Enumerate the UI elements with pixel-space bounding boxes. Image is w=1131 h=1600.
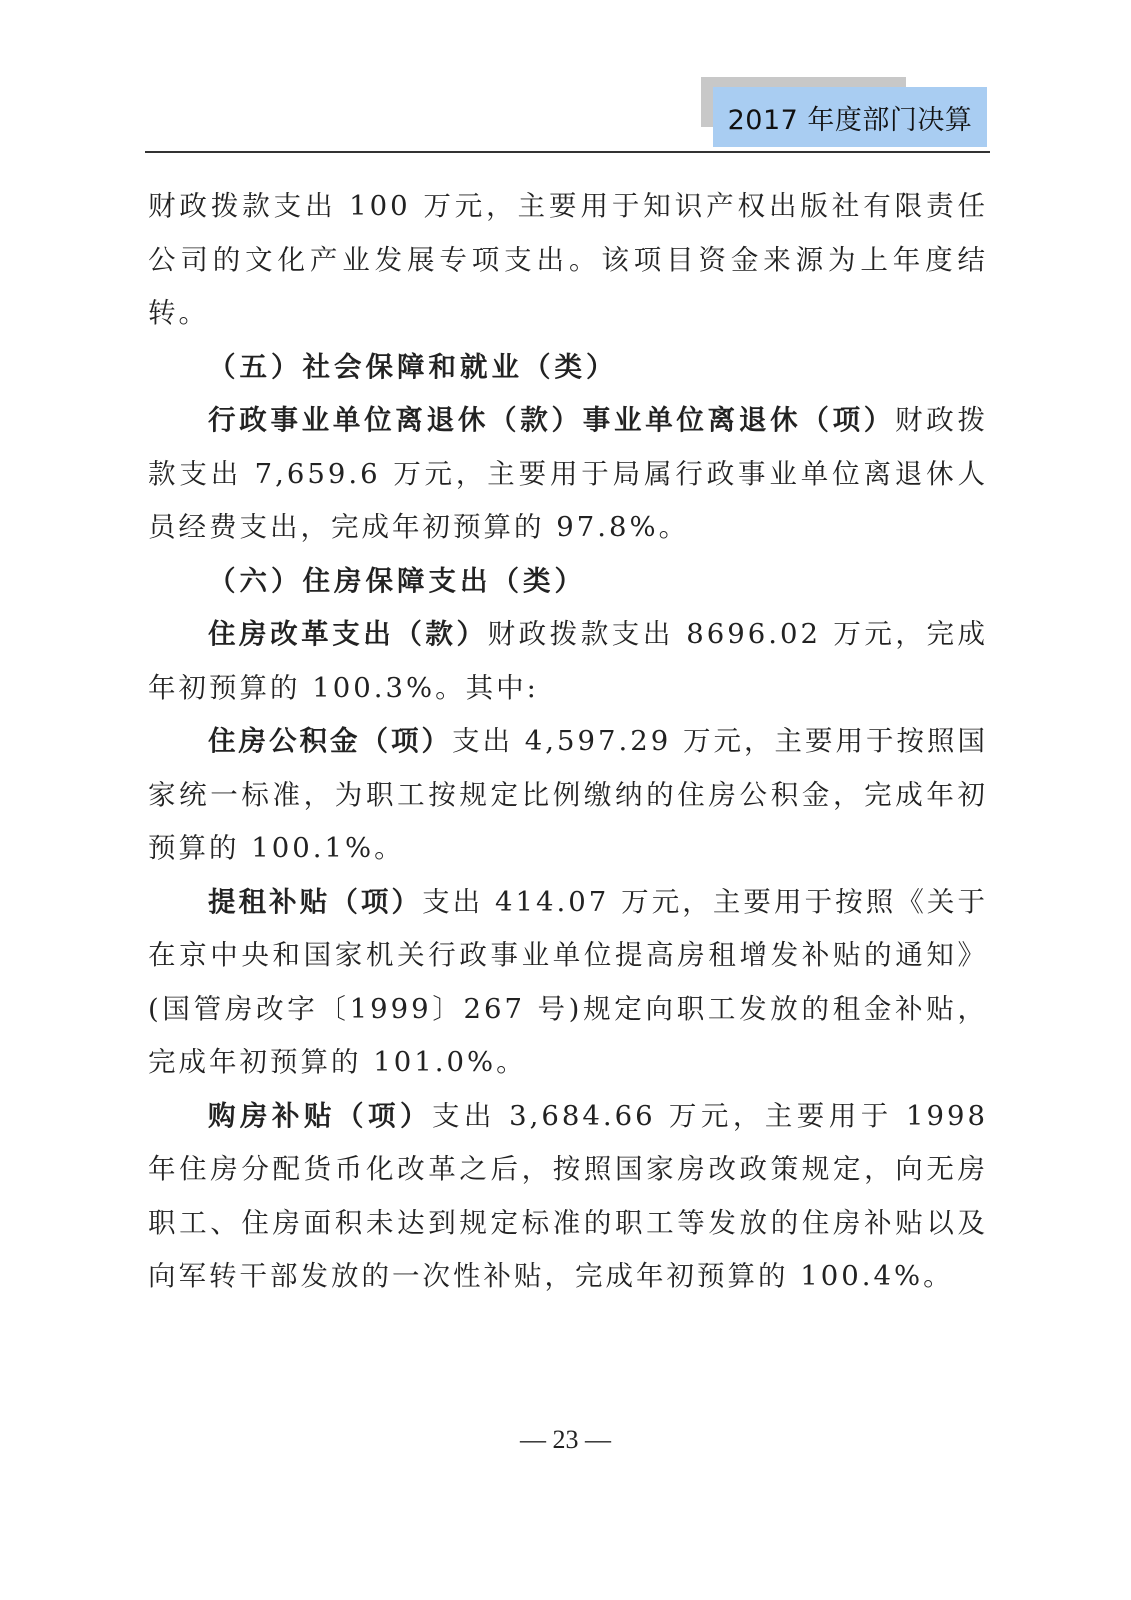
section-heading-text: （五）社会保障和就业（类） — [208, 350, 618, 383]
paragraph-text: 财政拨款支出 7,659.6 万元，主要用于局属行政事业单位离退休人员经费支出，完成年初预算的 97.8%。 — [148, 404, 989, 543]
page-number: — 23 — — [520, 1425, 611, 1454]
item-label: 住房公积金（项） — [208, 725, 453, 757]
paragraph-text: 支出 4,597.29 万元，主要用于按照国家统一标准，为职工按规定比例缴纳的住房公积金，完成年初预算的 100.1%。 — [148, 725, 989, 864]
paragraph-text: 财政拨款支出 8696.02 万元，完成年初预算的 100.3%。其中: — [148, 618, 989, 704]
section-heading-text: （六）住房保障支出（类） — [208, 564, 586, 597]
item-label: 住房改革支出（款） — [208, 618, 488, 650]
paragraph-housing-fund — [148, 715, 988, 876]
item-label: 提租补贴（项） — [208, 885, 423, 918]
document-header-title: 2017 年度部门决算 — [713, 87, 987, 147]
document-body — [148, 180, 988, 1304]
paragraph-text: 支出 3,684.66 万元，主要用于 1998 年住房分配货币化改革之后，按照国家房改政策规定，向无房职工、住房面积未达到规定标准的职工等发放的住房补贴以及向军转干部发放的一次性补贴，完成年初预算的 100.4%。 — [148, 1099, 988, 1292]
paragraph-rent-subsidy — [148, 876, 988, 1090]
paragraph-purchase-subsidy — [148, 1090, 988, 1304]
paragraph-housing-reform — [148, 608, 988, 715]
paragraph-retirement — [148, 394, 988, 555]
paragraph-text: 支出 414.07 万元，主要用于按照《关于在京中央和国家机关行政事业单位提高房租增发补贴的通知》(国管房改字〔1999〕267 号)规定向职工发放的租金补贴，完成年初预算的 101.0%。 — [148, 885, 988, 1078]
item-label: 购房补贴（项） — [208, 1099, 432, 1132]
paragraph-text: 财政拨款支出 100 万元，主要用于知识产权出版社有限责任公司的文化产业发展专项支出。该项目资金来源为上年度结转。 — [148, 190, 988, 329]
item-label: 行政事业单位离退休（款）事业单位离退休（项） — [208, 404, 896, 436]
paragraph-culture-expense — [148, 180, 988, 341]
section-heading-housing — [148, 555, 988, 609]
section-heading-social-security — [148, 341, 988, 395]
header-divider — [145, 151, 990, 153]
